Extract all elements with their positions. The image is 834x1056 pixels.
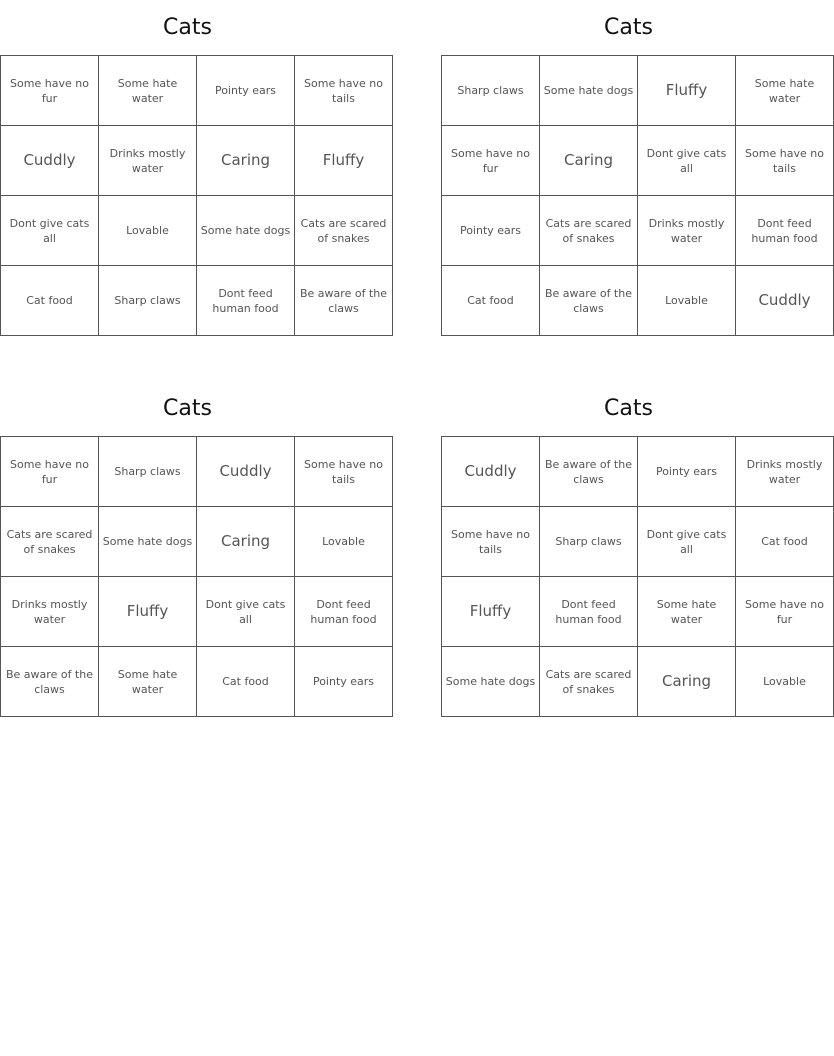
grid-cell: Lovable <box>638 266 736 336</box>
grid-cell: Drinks mostly water <box>638 196 736 266</box>
grid-cell: Pointy ears <box>295 647 393 717</box>
grid-cell: Dont feed human food <box>736 196 834 266</box>
grid-cell: Cat food <box>442 266 540 336</box>
grid-cell: Some hate water <box>638 577 736 647</box>
grid-cell: Cat food <box>1 266 99 336</box>
grid-cell: Drinks mostly water <box>99 126 197 196</box>
grid-cell: Fluffy <box>638 56 736 126</box>
grid-cell: Lovable <box>99 196 197 266</box>
grid-cell: Lovable <box>295 507 393 577</box>
grid-cell: Caring <box>638 647 736 717</box>
grid-cell: Some have no fur <box>1 437 99 507</box>
grid-cell: Cats are scared of snakes <box>540 196 638 266</box>
grid-cell: Cuddly <box>1 126 99 196</box>
grid-row <box>1 437 393 507</box>
grid-cell: Be aware of the claws <box>540 437 638 507</box>
grid-cell: Cuddly <box>736 266 834 336</box>
bingo-card-1 <box>0 0 387 336</box>
grid-row <box>442 266 834 336</box>
grid-cell: Dont give cats all <box>638 507 736 577</box>
grid-row <box>442 126 834 196</box>
grid-cell: Cats are scared of snakes <box>295 196 393 266</box>
bingo-card-4 <box>441 381 824 717</box>
grid-cell: Some hate dogs <box>540 56 638 126</box>
grid-cell: Some have no tails <box>295 437 393 507</box>
grid-cell: Dont feed human food <box>540 577 638 647</box>
grid-cell: Some hate water <box>99 56 197 126</box>
card-title: Cats <box>604 15 653 40</box>
bingo-card-2 <box>441 0 824 336</box>
grid-cell: Some have no tails <box>295 56 393 126</box>
grid-cell: Pointy ears <box>442 196 540 266</box>
grid-cell: Fluffy <box>99 577 197 647</box>
grid-cell: Some have no fur <box>736 577 834 647</box>
grid-cell: Dont feed human food <box>295 577 393 647</box>
grid-row <box>442 437 834 507</box>
grid-cell: Some hate water <box>736 56 834 126</box>
grid-cell: Fluffy <box>295 126 393 196</box>
grid-cell: Some hate dogs <box>197 196 295 266</box>
grid-cell: Some have no tails <box>442 507 540 577</box>
grid-cell: Some have no fur <box>442 126 540 196</box>
grid-cell: Cuddly <box>197 437 295 507</box>
grid-cell: Pointy ears <box>197 56 295 126</box>
grid-cell: Dont feed human food <box>197 266 295 336</box>
grid-cell: Sharp claws <box>99 437 197 507</box>
grid-row <box>1 647 393 717</box>
grid-cell: Dont give cats all <box>1 196 99 266</box>
grid-cell: Be aware of the claws <box>1 647 99 717</box>
grid-cell: Lovable <box>736 647 834 717</box>
grid-cell: Be aware of the claws <box>540 266 638 336</box>
grid-cell: Dont give cats all <box>638 126 736 196</box>
grid-cell: Caring <box>197 507 295 577</box>
grid-cell: Fluffy <box>442 577 540 647</box>
grid-cell: Caring <box>540 126 638 196</box>
card-title: Cats <box>163 15 212 40</box>
grid-cell: Some hate dogs <box>99 507 197 577</box>
grid-cell: Some have no tails <box>736 126 834 196</box>
grid-cell: Cats are scared of snakes <box>1 507 99 577</box>
grid-row <box>1 577 393 647</box>
grid-cell: Drinks mostly water <box>1 577 99 647</box>
grid-row <box>442 577 834 647</box>
grid-cell: Be aware of the claws <box>295 266 393 336</box>
bingo-grid <box>441 55 834 336</box>
grid-cell: Cats are scared of snakes <box>540 647 638 717</box>
grid-cell: Pointy ears <box>638 437 736 507</box>
grid-row <box>1 196 393 266</box>
grid-row <box>442 647 834 717</box>
grid-cell: Dont give cats all <box>197 577 295 647</box>
grid-row <box>1 56 393 126</box>
grid-cell: Sharp claws <box>540 507 638 577</box>
bingo-grid <box>0 436 393 717</box>
grid-cell: Sharp claws <box>99 266 197 336</box>
grid-row <box>442 56 834 126</box>
grid-row <box>1 126 393 196</box>
card-title: Cats <box>604 396 653 421</box>
bingo-grid <box>441 436 834 717</box>
grid-cell: Cat food <box>736 507 834 577</box>
grid-cell: Cuddly <box>442 437 540 507</box>
grid-row <box>442 507 834 577</box>
grid-row <box>1 266 393 336</box>
grid-cell: Sharp claws <box>442 56 540 126</box>
bingo-card-3 <box>0 381 383 717</box>
grid-cell: Some hate water <box>99 647 197 717</box>
grid-row <box>1 507 393 577</box>
card-title: Cats <box>163 396 212 421</box>
grid-cell: Some hate dogs <box>442 647 540 717</box>
grid-cell: Some have no fur <box>1 56 99 126</box>
grid-row <box>442 196 834 266</box>
bingo-grid <box>0 55 393 336</box>
grid-cell: Drinks mostly water <box>736 437 834 507</box>
grid-cell: Caring <box>197 126 295 196</box>
grid-cell: Cat food <box>197 647 295 717</box>
